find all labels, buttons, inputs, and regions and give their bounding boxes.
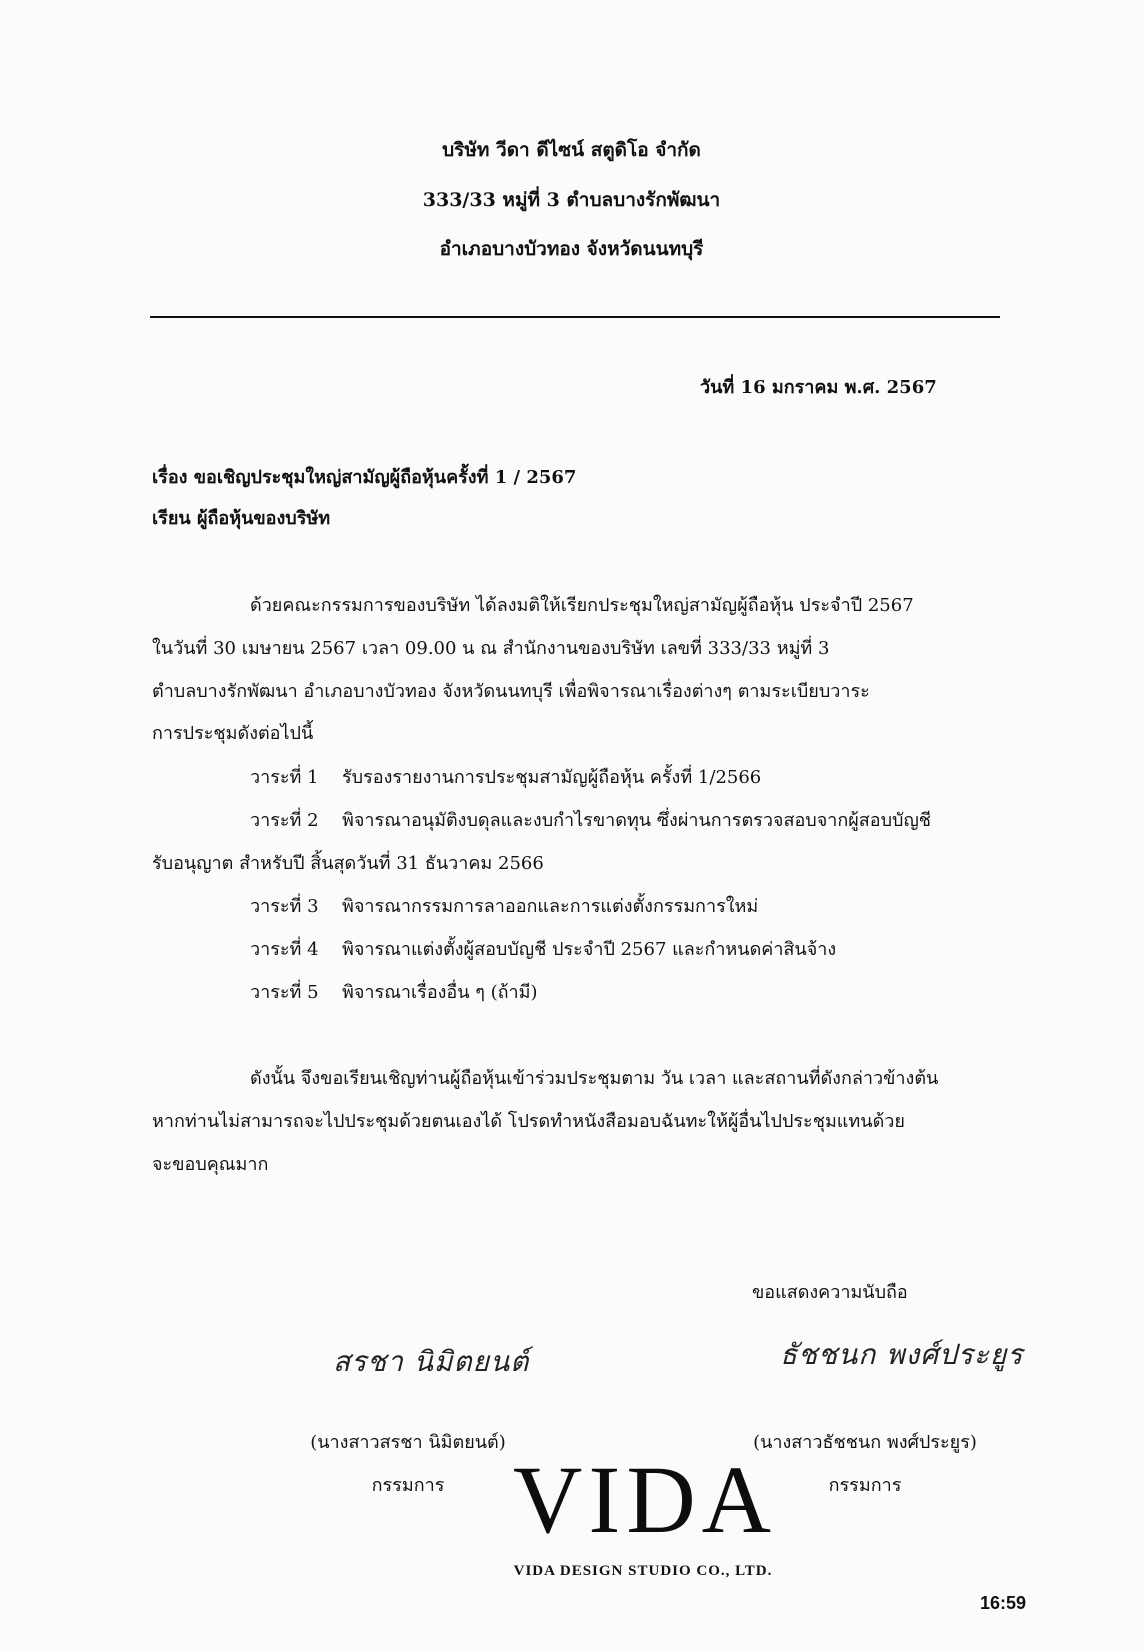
intro-line-3: ตำบลบางรักพัฒนา อำเภอบางบัวทอง จังหวัดนนทบุรี เพื่อพิจารณาเรื่องต่างๆ ตามระเบียบวาระ [152, 681, 870, 702]
agenda-text: พิจารณาอนุมัติงบดุลและงบกำไรขาดทุน ซึ่งผ่านการตรวจสอบจากผู้สอบบัญชี [342, 810, 932, 831]
company-address-line-2: อำเภอบางบัวทอง จังหวัดนนทบุรี [439, 238, 704, 260]
recipient-label: เรียน [152, 508, 191, 529]
signatory-2-title: กรรมการ [828, 1475, 902, 1496]
agenda-text: พิจารณากรรมการลาออกและการแต่งตั้งกรรมการใหม่ [342, 896, 759, 917]
agenda-item-1 [250, 762, 761, 791]
company-logo: VIDA [513, 1446, 777, 1553]
signatory-1-title: กรรมการ [371, 1475, 445, 1496]
recipient-text: ผู้ถือหุ้นของบริษัท [196, 508, 331, 529]
agenda-number: วาระที่ 3 [250, 896, 319, 917]
signature-1: สรชา นิมิตยนต์ [333, 1345, 530, 1378]
header-divider [150, 316, 1000, 318]
subject-text: ขอเชิญประชุมใหญ่สามัญผู้ถือหุ้นครั้งที่ 1 / 2567 [193, 467, 577, 488]
letter-date: วันที่ 16 มกราคม พ.ศ. 2567 [700, 377, 937, 398]
agenda-number: วาระที่ 4 [250, 939, 319, 960]
company-stamp-subtitle: VIDA DESIGN STUDIO CO., LTD. [513, 1563, 773, 1579]
closing-line-1: ดังนั้น จึงขอเรียนเชิญท่านผู้ถือหุ้นเข้าร่วมประชุมตาม วัน เวลา และสถานที่ดังกล่าวข้างต้น [250, 1068, 939, 1089]
agenda-item-2-continuation: รับอนุญาต สำหรับปี สิ้นสุดวันที่ 31 ธันวาคม 2566 [152, 853, 544, 874]
agenda-item-5 [250, 977, 538, 1006]
subject-line [152, 462, 576, 491]
regards: ขอแสดงความนับถือ [752, 1282, 908, 1303]
agenda-text: พิจารณาเรื่องอื่น ๆ (ถ้ามี) [342, 982, 538, 1003]
closing-line-3: จะขอบคุณมาก [152, 1154, 269, 1175]
closing-line-2: หากท่านไม่สามารถจะไปประชุมด้วยตนเองได้ โปรดทำหนังสือมอบฉันทะให้ผู้อื่นไปประชุมแทนด้วย [152, 1111, 905, 1132]
agenda-number: วาระที่ 1 [250, 767, 319, 788]
intro-line-4: การประชุมดังต่อไปนี้ [152, 723, 314, 744]
agenda-text: พิจารณาแต่งตั้งผู้สอบบัญชี ประจำปี 2567 และกำหนดค่าสินจ้าง [342, 939, 837, 960]
agenda-number: วาระที่ 2 [250, 810, 319, 831]
company-name: บริษัท วีดา ดีไซน์ สตูดิโอ จำกัด [442, 139, 701, 161]
agenda-item-3 [250, 891, 758, 920]
intro-line-2: ในวันที่ 30 เมษายน 2567 เวลา 09.00 น ณ สำนักงานของบริษัท เลขที่ 333/33 หมู่ที่ 3 [152, 638, 830, 659]
signatory-1-name: (นางสาวสรชา นิมิตยนต์) [310, 1432, 506, 1453]
agenda-number: วาระที่ 5 [250, 982, 319, 1003]
agenda-text: รับรองรายงานการประชุมสามัญผู้ถือหุ้น ครั้งที่ 1/2566 [342, 767, 762, 788]
agenda-item-2 [250, 805, 931, 834]
timestamp: 16:59 [980, 1593, 1027, 1613]
subject-label: เรื่อง [152, 467, 188, 488]
recipient-line [152, 503, 330, 532]
company-address-line-1: 333/33 หมู่ที่ 3 ตำบลบางรักพัฒนา [422, 189, 721, 211]
signature-2: ธัชชนก พงศ์ประยูร [780, 1338, 1024, 1371]
agenda-item-4 [250, 934, 836, 963]
signatory-2-name: (นางสาวธัชชนก พงศ์ประยูร) [753, 1432, 977, 1453]
intro-line-1: ด้วยคณะกรรมการของบริษัท ได้ลงมติให้เรียกประชุมใหญ่สามัญผู้ถือหุ้น ประจำปี 2567 [250, 595, 914, 616]
